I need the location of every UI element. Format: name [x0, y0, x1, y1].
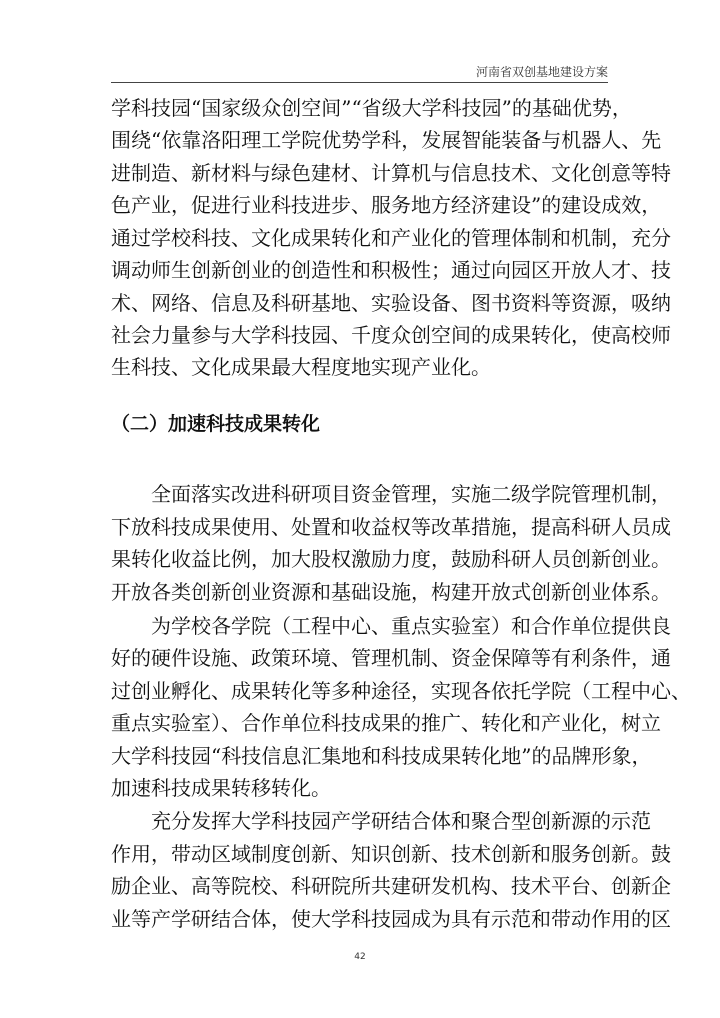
- paragraph-line: 通过学校科技、文化成果转化和产业化的管理体制和机制，充分: [111, 226, 671, 250]
- paragraph-line: 为学校各学院（工程中心、重点实验室）和合作单位提供良: [151, 614, 671, 638]
- paragraph-line: 学科技园“国家级众创空间”“省级大学科技园”的基础优势，: [111, 96, 632, 120]
- paragraph-line: 术、网络、信息及科研基地、实验设备、图书资料等资源，吸纳: [111, 291, 671, 315]
- paragraph-line: 加速科技成果转移转化。: [111, 776, 331, 800]
- paragraph-line: 开放各类创新创业资源和基础设施，构建开放式创新创业体系。: [111, 580, 671, 604]
- paragraph-line: 进制造、新材料与绿色建材、计算机与信息技术、文化创意等特: [111, 161, 671, 185]
- header-title: 河南省双创基地建设方案: [475, 65, 608, 79]
- paragraph-line: 社会力量参与大学科技园、千度众创空间的成果转化，使高校师: [111, 323, 671, 347]
- paragraph-line: 调动师生创新创业的创造性和积极性；通过向园区开放人才、技: [111, 258, 671, 282]
- page-number: 42: [354, 952, 366, 962]
- paragraph-line: 好的硬件设施、政策环境、管理机制、资金保障等有利条件，通: [111, 646, 671, 670]
- paragraph-line: 下放科技成果使用、处置和收益权等改革措施，提高科研人员成: [111, 515, 671, 539]
- paragraph-line: 作用，带动区域制度创新、知识创新、技术创新和服务创新。鼓: [111, 842, 671, 866]
- paragraph-line: 全面落实改进科研项目资金管理，实施二级学院管理机制，: [151, 482, 671, 506]
- paragraph-line: 色产业，促进行业科技进步、服务地方经济建设”的建设成效，: [111, 193, 662, 217]
- paragraph-line: 果转化收益比例，加大股权激励力度，鼓励科研人员创新创业。: [111, 547, 671, 571]
- paragraph-line: 重点实验室）、合作单位科技成果的推广、转化和产业化，树立: [111, 711, 661, 735]
- paragraph-line: 过创业孵化、成果转化等多种途径，实现各依托学院（工程中心、: [111, 679, 691, 703]
- section-heading: （二）加速科技成果转化: [111, 413, 321, 435]
- paragraph-line: 围绕“依靠洛阳理工学院优势学科，发展智能装备与机器人、先: [111, 128, 662, 152]
- paragraph-line: 生科技、文化成果最大程度地实现产业化。: [111, 355, 491, 379]
- paragraph-line: 励企业、高等院校、科研院所共建研发机构、技术平台、创新企: [111, 874, 671, 898]
- paragraph-line: 充分发挥大学科技园产学研结合体和聚合型创新源的示范: [151, 809, 651, 833]
- paragraph-line: 大学科技园“科技信息汇集地和科技成果转化地”的品牌形象，: [111, 744, 652, 768]
- paragraph-line: 业等产学研结合体，使大学科技园成为具有示范和带动作用的区: [111, 907, 671, 931]
- page-header: [111, 60, 608, 83]
